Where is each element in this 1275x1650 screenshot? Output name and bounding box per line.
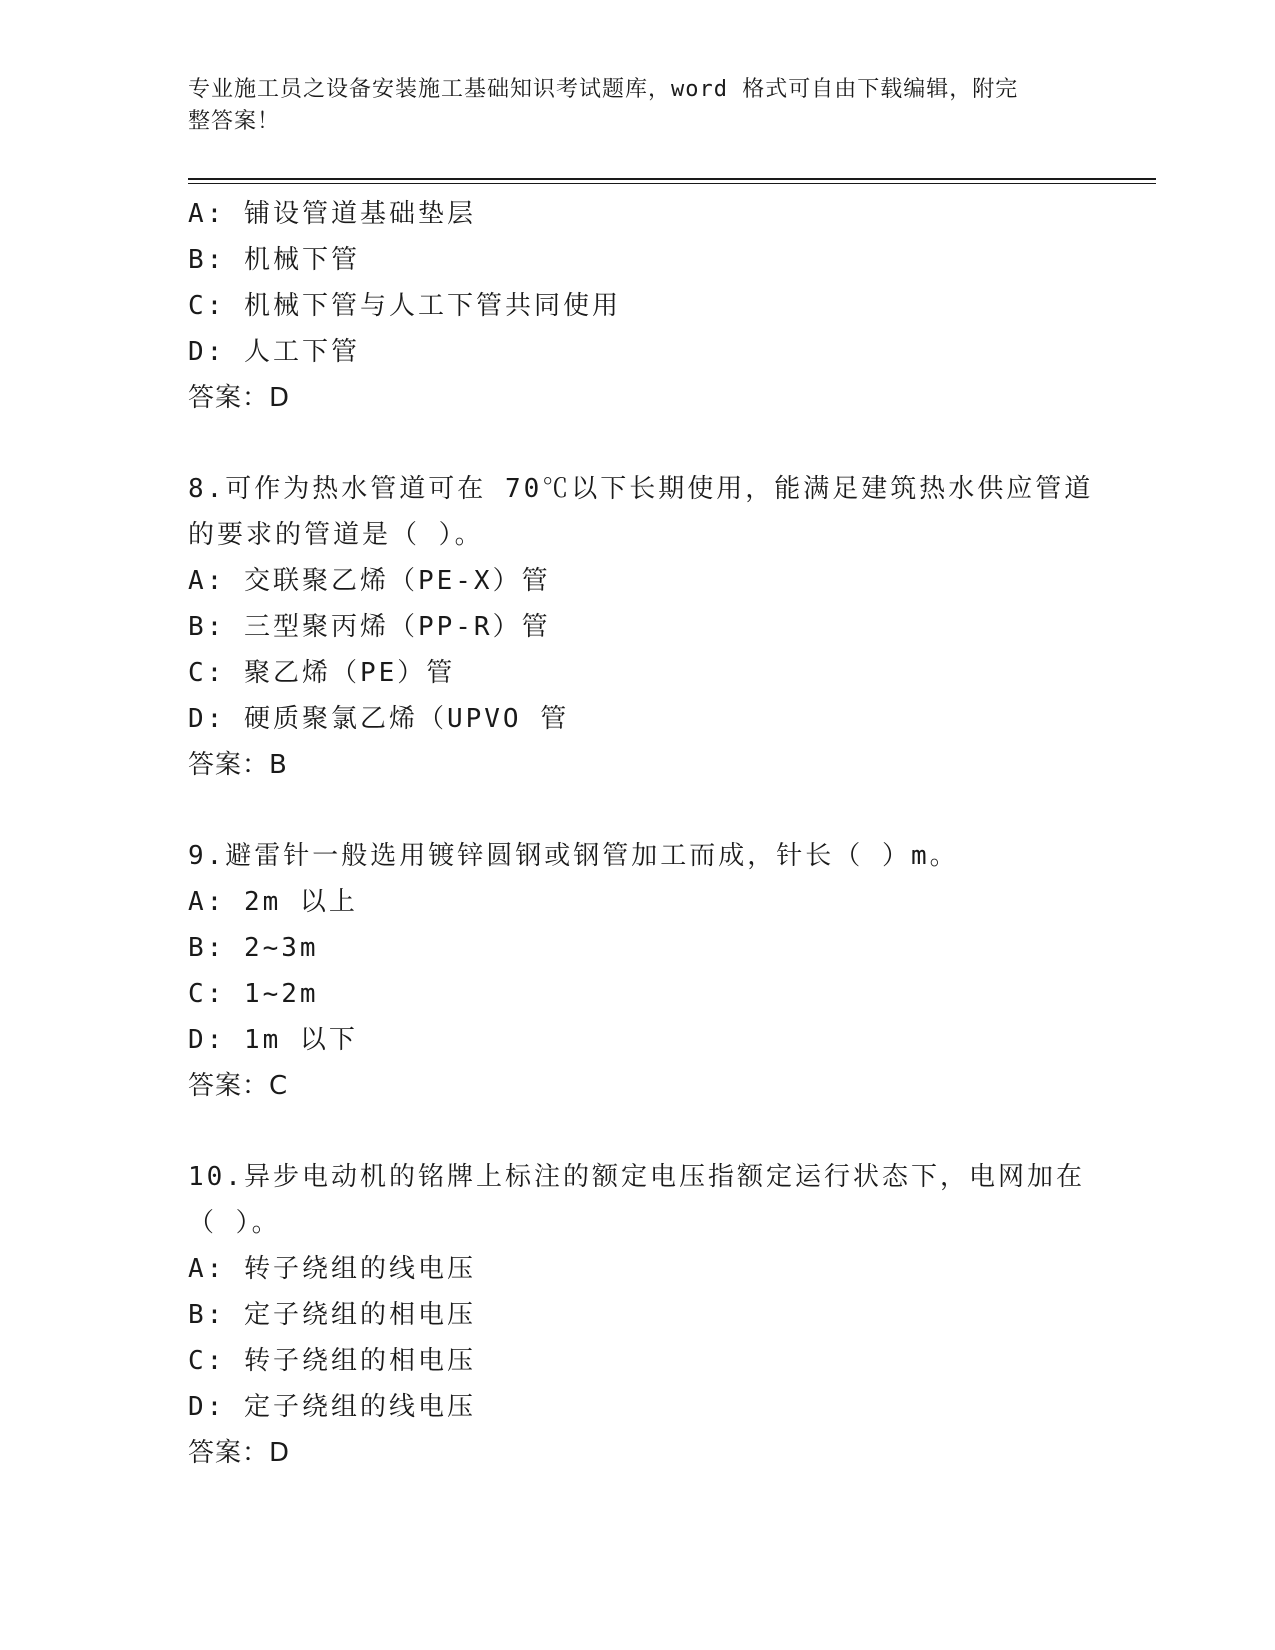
question-9-block (188, 833, 1088, 1109)
question-10-block (188, 1154, 1088, 1476)
question-7-block (188, 191, 1088, 421)
question-10-answer: 答案：D (188, 1438, 291, 1468)
question-8-stem-line2: 的要求的管道是（ ）。 (188, 520, 484, 550)
question-list (188, 191, 1094, 1476)
header-divider-thin (188, 183, 1156, 184)
question-8-stem-line1: 8.可作为热水管道可在 70℃以下长期使用，能满足建筑热水供应管道 (188, 474, 1094, 504)
document-header (188, 74, 1068, 138)
question-9-option-a: A: 2m 以上 (188, 887, 358, 917)
question-9-option-c: C: 1~2m (188, 979, 319, 1009)
question-10-stem-line1: 10.异步电动机的铭牌上标注的额定电压指额定运行状态下，电网加在 (188, 1162, 1085, 1192)
question-10-stem-line2: （ ）。 (188, 1208, 281, 1238)
header-title-line2: 整答案！ (188, 109, 281, 134)
question-8-block (188, 466, 1094, 788)
question-8-answer: 答案：B (188, 750, 288, 780)
question-8-option-c: C: 聚乙烯（PE）管 (188, 658, 456, 688)
question-10-option-b: B: 定子绕组的相电压 (188, 1300, 476, 1330)
header-divider-thick (188, 178, 1156, 180)
question-7-answer: 答案：D (188, 383, 291, 413)
question-8-option-b: B: 三型聚丙烯（PP-R）管 (188, 612, 551, 642)
question-7-option-a: A: 铺设管道基础垫层 (188, 199, 476, 229)
question-9-option-d: D: 1m 以下 (188, 1025, 358, 1055)
question-9-option-b: B: 2~3m (188, 933, 319, 963)
question-10-option-d: D: 定子绕组的线电压 (188, 1392, 476, 1422)
question-8-option-a: A: 交联聚乙烯（PE-X）管 (188, 566, 551, 596)
question-10-option-c: C: 转子绕组的相电压 (188, 1346, 476, 1376)
question-8-option-d: D: 硬质聚氯乙烯（UPVO 管 (188, 704, 570, 734)
question-7-option-b: B: 机械下管 (188, 245, 360, 275)
question-7-option-c: C: 机械下管与人工下管共同使用 (188, 291, 621, 321)
question-10-option-a: A: 转子绕组的线电压 (188, 1254, 476, 1284)
question-7-option-d: D: 人工下管 (188, 337, 360, 367)
question-9-stem-line1: 9.避雷针一般选用镀锌圆钢或钢管加工而成，针长（ ）m。 (188, 841, 959, 871)
question-9-answer: 答案：C (188, 1071, 289, 1101)
header-title-line1: 专业施工员之设备安装施工基础知识考试题库，word 格式可自由下载编辑，附完 (188, 77, 1019, 102)
